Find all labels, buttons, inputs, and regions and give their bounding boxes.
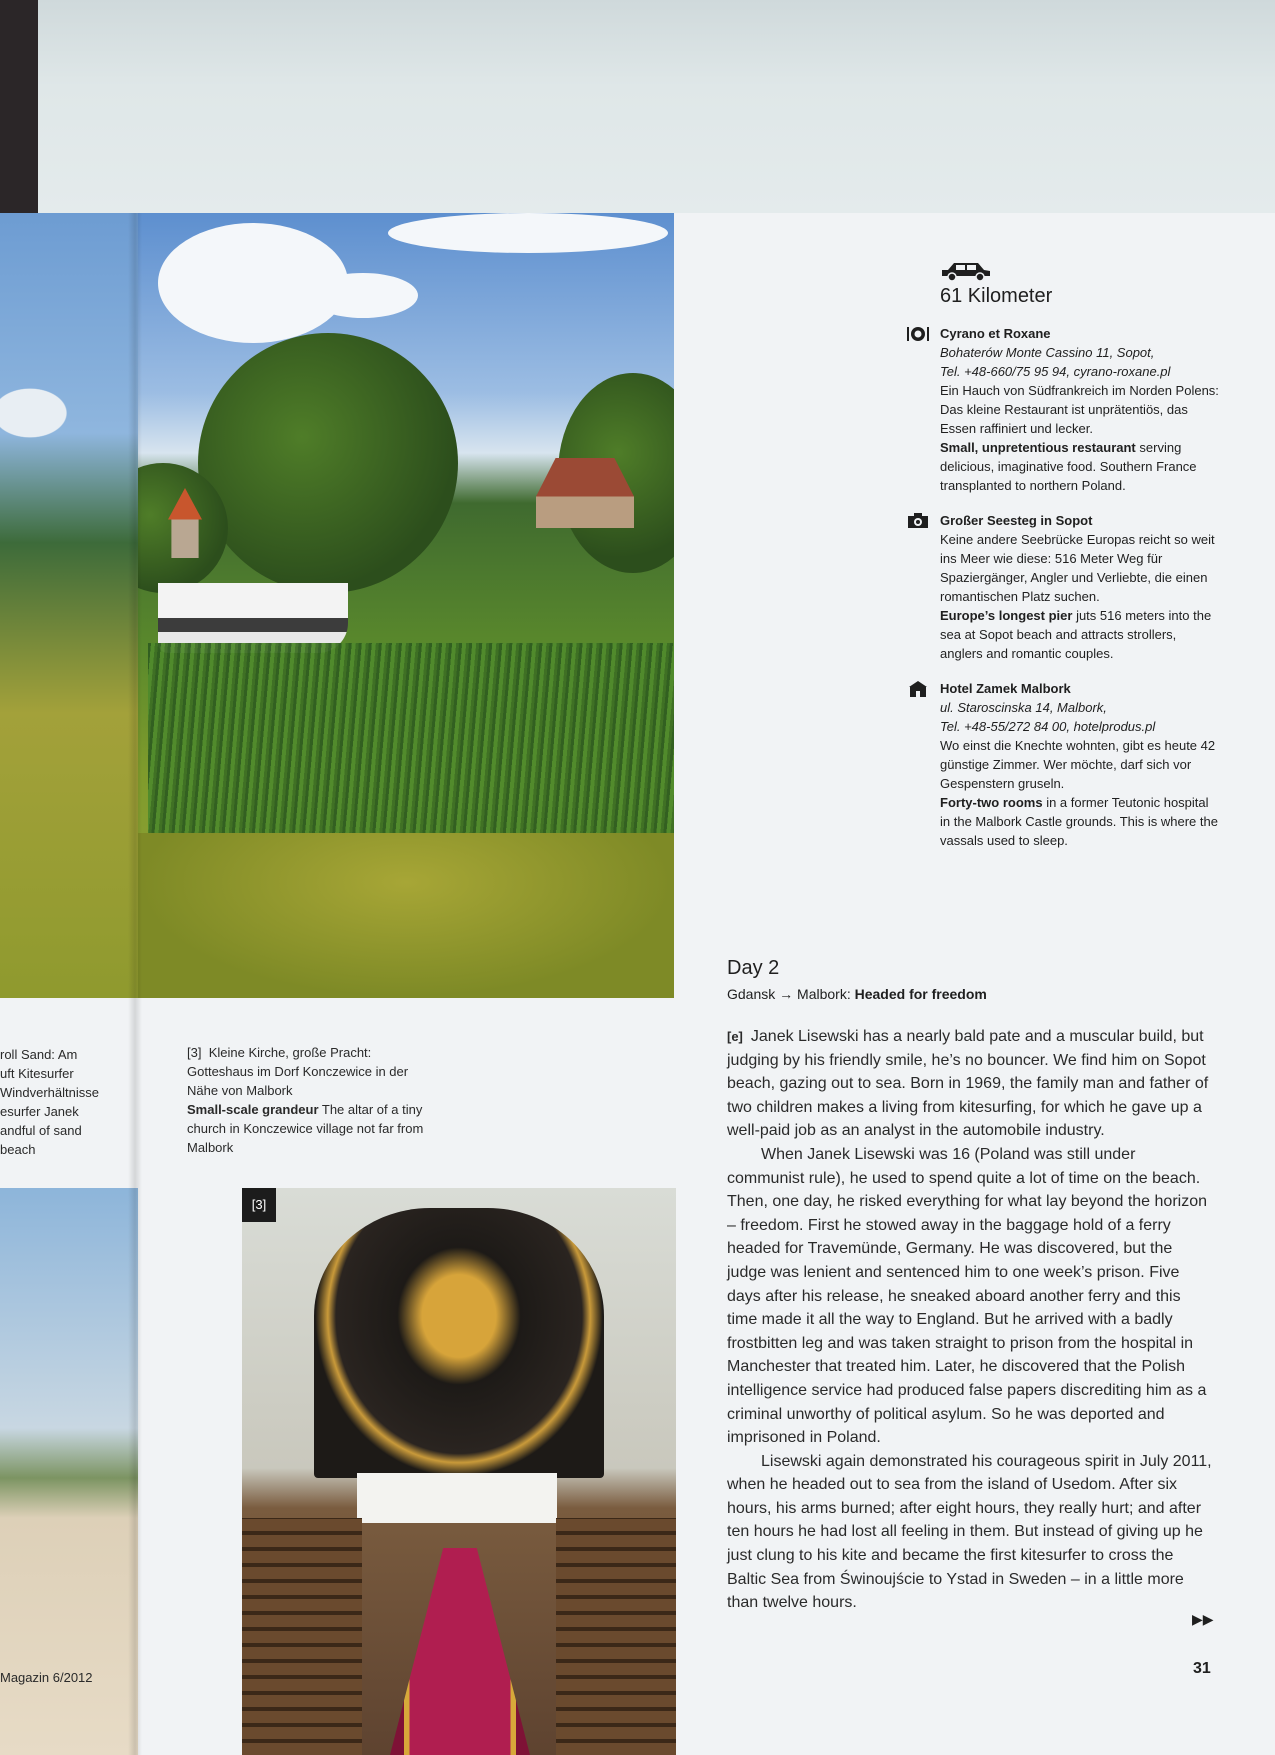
entry-address: ul. Staroscinska 14, Malbork, xyxy=(940,700,1107,715)
page-number: 31 xyxy=(1193,1660,1211,1677)
route-line xyxy=(727,984,987,1004)
left-page-photo-top xyxy=(0,213,138,998)
restaurant-icon xyxy=(906,325,930,343)
underlying-page xyxy=(38,0,1275,215)
article-paragraph xyxy=(727,1025,1212,1143)
photo-number-badge: [3] xyxy=(242,1188,276,1222)
altar xyxy=(314,1208,604,1478)
entry-english: juts 516 meters into the sea at Sopot beach and attracts strollers, anglers and romantic couples. xyxy=(940,608,1212,661)
entry-name: Cyrano et Roxane xyxy=(940,326,1051,341)
left-caption-line: esurfer Janek xyxy=(0,1104,79,1119)
entry-english: serving delicious, imaginative food. Southern France transplanted to northern Poland. xyxy=(940,440,1197,493)
caption-english: The altar of a tiny church in Konczewice village not far from Malbork xyxy=(187,1102,424,1155)
caption-marker: [3] xyxy=(187,1045,202,1060)
article-body xyxy=(727,1025,1212,1615)
left-caption-line: uft Kitesurfer xyxy=(0,1066,74,1081)
magazine-page xyxy=(0,213,1275,1755)
pews-right xyxy=(556,1518,676,1755)
article-paragraph: When Janek Lisewski was 16 (Poland was still under communist rule), he used to spend quite a lot of time on the beach. Then, one day, he risked everything for what lay beyond the horizon – freedom. First he stowed away in the baggage hold of a ferry headed for Travemünde, Germany. He was discovered, but the judge was lenient and sentenced him to one week’s prison. Five days after his release, he sneaked aboard another ferry and this time made it all the way to England. But he arrived with a badly frostbitten leg and was taken straight to prison from the hospital in Manchester that treated him. Later, he discovered that the Polish intelligence service had produced false papers discrediting him as a criminal unworthy of political asylum. So he was deported and imprisoned in Poland. xyxy=(727,1145,1207,1447)
altar-table xyxy=(357,1473,557,1523)
brick-building xyxy=(536,458,634,528)
caption-german: Kleine Kirche, große Pracht: Gotteshaus im Dorf Konczewice in der Nähe von Malbork xyxy=(187,1045,409,1098)
malbork-landscape-photo xyxy=(138,213,674,998)
info-entry-hotel xyxy=(940,679,1220,850)
church-altar-photo xyxy=(242,1188,676,1755)
entry-english-bold: Europe’s longest pier xyxy=(940,608,1073,623)
left-caption-line: Windverhältnisse xyxy=(0,1085,99,1100)
distance: 61 Kilometer xyxy=(940,285,1053,307)
left-page-folio: Magazin 6/2012 xyxy=(0,1670,93,1685)
entry-name: Hotel Zamek Malbork xyxy=(940,681,1071,696)
continue-arrow-icon: ▶▶ xyxy=(1192,1612,1214,1628)
route-title: Headed for freedom xyxy=(854,986,987,1002)
section-marker: [e] xyxy=(727,1029,743,1044)
paragraph-text: Janek Lisewski has a nearly bald pate and a muscular build, but judging by his friendly smile, he’s no bouncer. We find him on Sopot beach, gazing out to sea. Born in 1969, the family man and father of two children makes a living from kitesurfing, for which he gave up a well-paid job as an analyst in the automobile industry. xyxy=(727,1028,1209,1140)
cloud xyxy=(388,213,668,253)
caption-english-bold: Small-scale grandeur xyxy=(187,1102,319,1117)
left-caption-line: beach xyxy=(0,1142,36,1157)
entry-english-bold: Small, unpretentious restaurant xyxy=(940,440,1136,455)
pews-left xyxy=(242,1518,362,1755)
entry-german: Ein Hauch von Südfrankreich im Norden Polens: Das kleine Restaurant ist unprätentiös, das Essen raffiniert und lecker. xyxy=(940,383,1219,436)
reeds xyxy=(148,643,674,853)
entry-english: in a former Teutonic hospital in the Malbork Castle grounds. This is where the vassals used to sleep. xyxy=(940,795,1218,848)
page-gutter xyxy=(128,213,142,1755)
entry-name: Großer Seesteg in Sopot xyxy=(940,513,1093,528)
entry-address: Bohaterów Monte Cassino 11, Sopot, xyxy=(940,345,1155,360)
left-page-caption xyxy=(0,1045,135,1159)
left-caption-line: roll Sand: Am xyxy=(0,1047,78,1062)
photo-caption-3 xyxy=(187,1043,427,1157)
car-icon xyxy=(940,260,992,282)
algae-water xyxy=(138,833,674,998)
day-heading: Day 2 xyxy=(727,957,780,979)
camera-icon xyxy=(906,512,930,530)
info-entry-pier xyxy=(940,511,1220,663)
entry-contact: Tel. +48-55/272 84 00, hotelprodus.pl xyxy=(940,719,1156,734)
left-caption-line: andful of sand xyxy=(0,1123,82,1138)
red-carpet xyxy=(390,1548,530,1755)
cloud xyxy=(308,273,418,318)
entry-contact: Tel. +48-660/75 95 94, cyrano-roxane.pl xyxy=(940,364,1171,379)
tree xyxy=(198,333,458,593)
article-paragraph: Lisewski again demonstrated his courageous spirit in July 2011, when he headed out to sea from the island of Usedom. After six hours, his arms burned; after eight hours, they really hurt; and after ten hours he had lost all feeling in them. But instead of giving up he just clung to his kite and became the first kitesurfer to cross the Baltic Sea from Świnoujście to Ystad in Sweden – in a little more than twelve hours. xyxy=(727,1452,1212,1612)
route-from: Gdansk → Malbork: xyxy=(727,986,851,1002)
entry-english-bold: Forty-two rooms xyxy=(940,795,1043,810)
entry-german: Keine andere Seebrücke Europas reicht so weit ins Meer wie diese: 516 Meter Weg für Spaziergänger, Angler und Verliebte, die einen romantischen Platz suchen. xyxy=(940,532,1215,604)
entry-german: Wo einst die Knechte wohnten, gibt es heute 42 günstige Zimmer. Wer möchte, darf sich vor Gespenstern gruseln. xyxy=(940,738,1216,791)
hotel-icon xyxy=(906,680,930,698)
info-entry-restaurant xyxy=(940,324,1220,495)
info-box xyxy=(940,260,1220,850)
